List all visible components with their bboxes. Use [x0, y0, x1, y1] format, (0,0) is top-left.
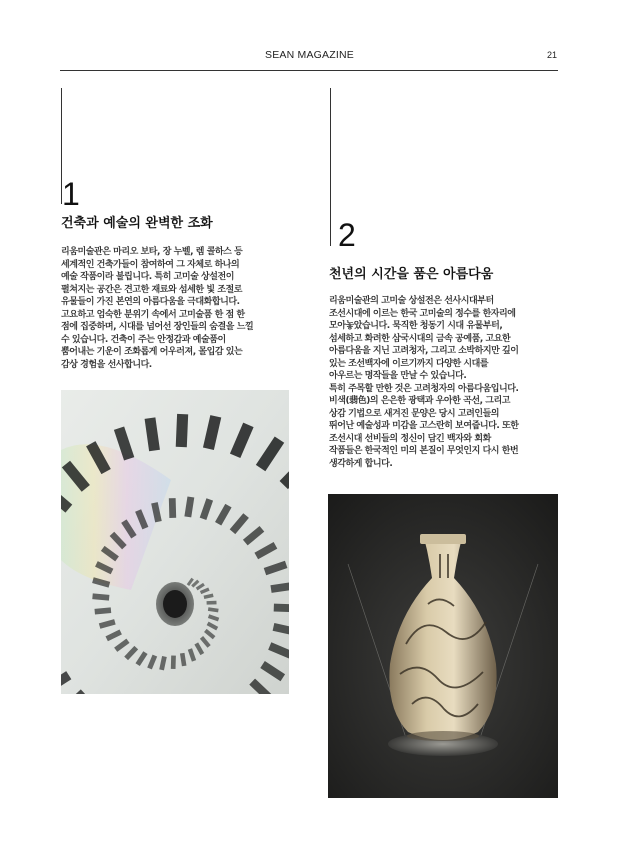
section-1-body: 리움미술관은 마리오 보타, 장 누벨, 렘 콜하스 등 세계적인 건축가들이 참여하여 그 자체로 하나의 예술 작품이라 불립니다. 특히 고미술 상설전이 펼쳐지는 공간은 견고한 재료와 섬세한 빛 조절로 유물들이 가진 본연의 아름다움을 극대화합니다. 고요하고 엄숙한 분위기 속에서 고미술품 한 점 한 점에 집중하며, 시대를 넘어선 장인들의 숨결을 느낄 수 있습니다. 건축이 주는 안정감과 예술품이 뿜어내는 기운이 조화롭게 어우러져, 몰입감 있는 감상 경험을 선사합니다. [61, 247, 254, 370]
section-2-divider [330, 88, 331, 246]
header-rule [60, 70, 558, 71]
section-1-number: 1 [62, 176, 80, 212]
magazine-title: SEAN MAGAZINE [265, 49, 354, 61]
section-2-body: 리움미술관의 고미술 상설전은 선사시대부터 조선시대에 이르는 한국 고미술의 정수를 한자리에 모아놓았습니다. 묵직한 청동기 시대 유물부터, 섬세하고 화려한 삼국시대의 금속 공예품, 고요한 아름다움을 지닌 고려청자, 그리고 소박하지만 깊이 있는 조선백자에 이르기까지 다양한 시대를 아우르는 명작들을 만날 수 있습니다. 특히 주목할 만한 것은 고려청자의 아름다움입니다. 비색(翡色)의 은은한 광택과 우아한 곡선, 그리고 상감 기법으로 새겨진 문양은 당시 고려인들의 뛰어난 예술성과 미감을 고스란히 보여줍니다. 또한 조선시대 선비들의 정신이 담긴 백자와 회화 작품들은 한국적인 미의 본질이 무엇인지 다시 한번 생각하게 합니다. [329, 296, 519, 469]
celadon-vase-photo [328, 494, 558, 798]
section-1-heading: 건축과 예술의 완벽한 조화 [61, 216, 213, 231]
spiral-architecture-photo [61, 390, 289, 694]
section-2-heading: 천년의 시간을 품은 아름다움 [329, 267, 494, 282]
section-2-number: 2 [338, 217, 356, 253]
page-number: 21 [546, 50, 557, 60]
